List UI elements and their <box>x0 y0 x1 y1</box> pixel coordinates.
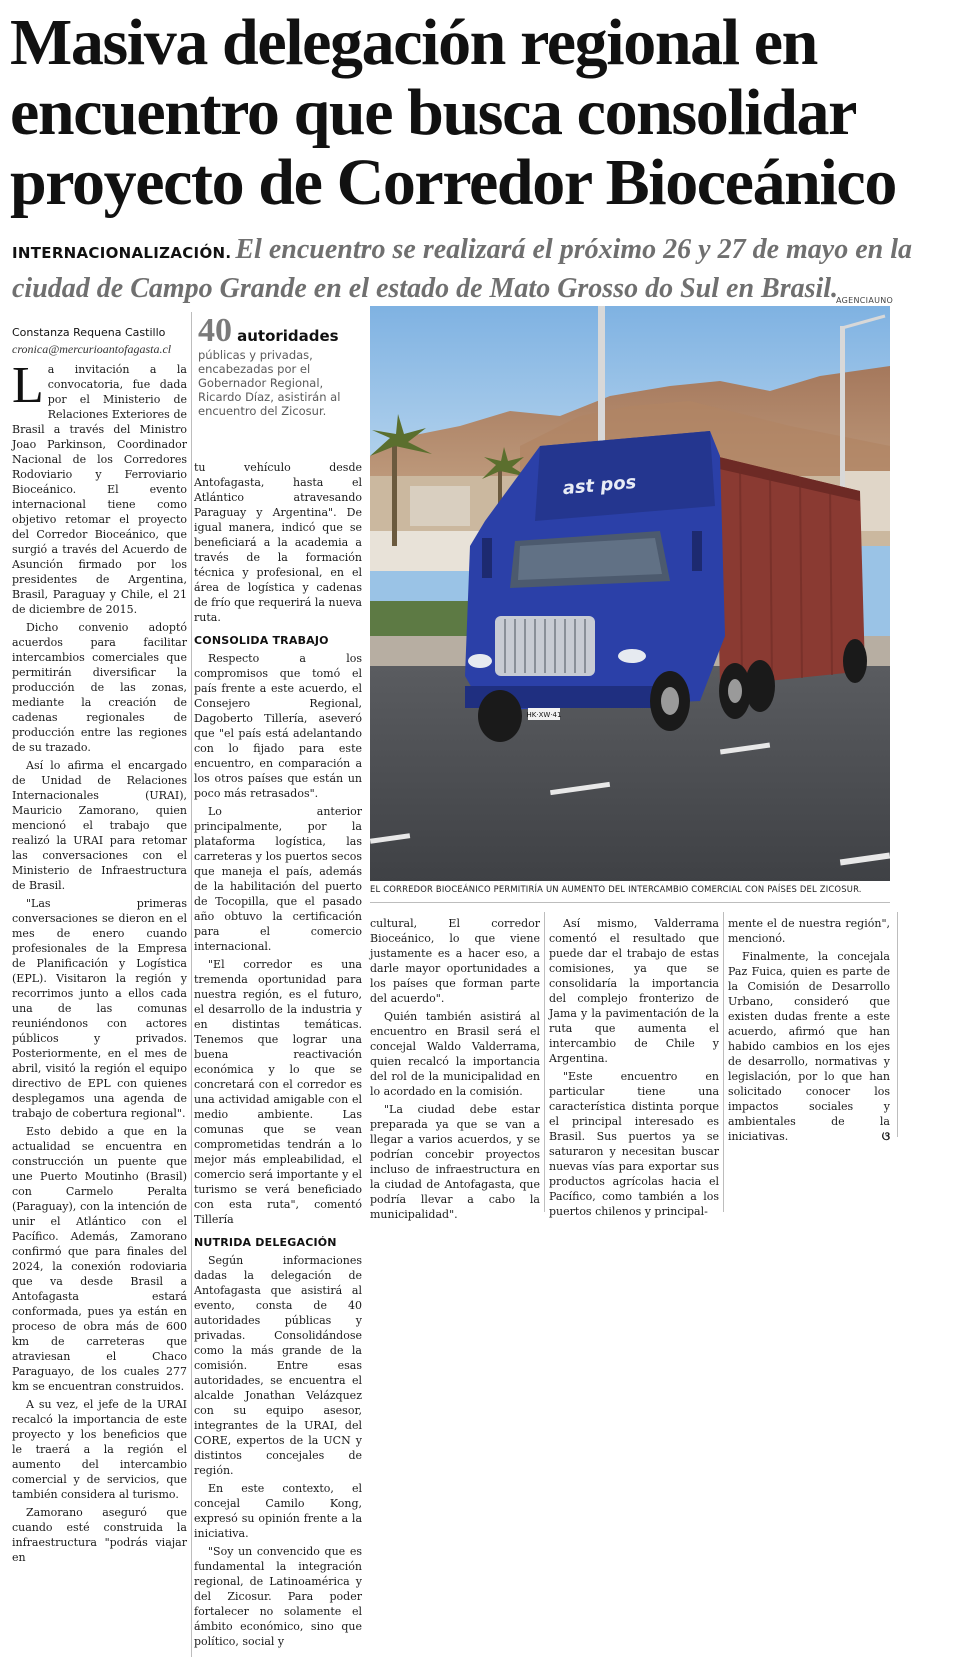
paragraph: "Las primeras conversaciones se dieron en el mes de enero cuando profesionales de la Empresa de Planificación y Logística (EPL). Visitaron la región y recorrimos junto a ellos cada una de las comunas reuniéndonos con actores públicos y privados. Posteriormente, en el mes de abril, visitó la región el equipo directivo de EPL con quienes desplegamos una agenda de trabajo de cobertura regional". <box>12 897 187 1120</box>
author-name: Constanza Requena Castillo <box>12 326 166 339</box>
kicker: INTERNACIONALIZACIÓN. <box>12 244 232 262</box>
paragraph: Zamorano aseguró que cuando esté construida la infraestructura "podrás viajar en <box>12 1506 187 1564</box>
highlight-text: públicas y privadas, encabezadas por el Gobernador Regional, Ricardo Díaz, asistirán al encuentro del Zicosur. <box>198 348 341 418</box>
paragraph: A su vez, el jefe de la URAI recalcó la importancia de este proyecto y los beneficios que le traerá a la región el aumento del intercambio comercial y de servicios, que también considera al turismo. <box>12 1398 187 1501</box>
trailer <box>715 456 865 686</box>
deck <box>12 232 937 307</box>
column-2 <box>194 460 362 1652</box>
paragraph: Quién también asistirá al encuentro en Brasil será el concejal Waldo Valderrama, quien recalcó la importancia del rol de la municipalidad en lo acordado en la comisión. <box>370 1010 540 1098</box>
paragraph: Según informaciones dadas la delegación de Antofagasta que asistirá al evento, consta de 40 autoridades públicas y privadas. Consolidándose como la más grande de la comisión. Entre esas autoridades, se encuentra el alcalde Jonathan Velázquez con su equipo asesor, integrantes de la URAI, del CORE, expertos de la UCN y distintos concejales de región. <box>194 1254 362 1477</box>
truck-logo: ast pos <box>561 471 638 500</box>
column-3 <box>370 916 540 1225</box>
paragraph: "Este encuentro en particular tiene una característica distinta porque el principal interesado es Brasil. Sus puertos ya se saturaron y necesitan buscar nuevas vías para exportar sus productos agrícolas hacia el Pacífico, como también a los puertos chilenos y principal- <box>549 1070 719 1218</box>
paragraph: Finalmente, la concejala Paz Fuica, quien es parte de la Comisión de Desarrollo Urbano, consideró que existen dudas frente a este acuerdo, afirmó que han habido cambios en los ejes de desarrollo, normativas y legislación, por lo que han solicitado conocer los impactos sociales y ambientales de la iniciativas. ଓ <box>728 950 890 1143</box>
column-1 <box>12 357 187 1568</box>
headlight <box>618 649 646 663</box>
drop-cap: L <box>12 357 44 414</box>
column-4 <box>549 916 719 1222</box>
plate-text: HK·XW·41 <box>526 711 562 719</box>
column-divider <box>544 912 545 1212</box>
caption-divider <box>370 902 890 903</box>
author-email[interactable]: cronica@mercurioantofagasta.cl <box>12 342 172 356</box>
highlight-box <box>198 312 366 418</box>
paragraph: "La ciudad debe estar preparada ya que se van a llegar a varios acuerdos, y se podrían concebir proyectos incluso de infraestructura en la ciudad de Antofagasta, que podría llevar a cabo la municipalidad". <box>370 1103 540 1221</box>
subhead-consolida-trabajo: CONSOLIDA TRABAJO <box>194 634 329 647</box>
end-mark-icon: ଓ <box>881 1129 890 1143</box>
subhead-nutrida-delegacion: NUTRIDA DELEGACIÓN <box>194 1236 337 1249</box>
mirror <box>482 538 492 578</box>
paragraph: cultural, El corredor Bioceánico, lo que viene justamente es a hacer eso, a darle mayor oportunidades a los países que forman parte del acuerdo". <box>370 917 540 1005</box>
column-divider <box>897 912 898 1137</box>
headline: Masiva delegación regional en encuentro que busca consolidar proyecto de Corredor Bioceánico <box>10 6 896 219</box>
paragraph: Respecto a los compromisos que tomó el país frente a este acuerdo, el Consejero Regional, Dagoberto Tillería, aseveró que "el país está adelantando con lo fijado para este encuentro, en comparación a los otros países que están un poco más retrasados". <box>194 652 362 800</box>
column-divider <box>191 312 192 1657</box>
photo-caption: EL CORREDOR BIOCEÁNICO PERMITIRÍA UN AUMENTO DEL INTERCAMBIO COMERCIAL CON PAÍSES DEL ZICOSUR. <box>370 884 862 894</box>
paragraph: Así lo afirma el encargado de Unidad de Relaciones Internacionales (URAI), Mauricio Zamorano, quien mencionó el trabajo que realizó la URAI para retomar las conversaciones con el Ministerio de Infraestructura de Brasil. <box>12 759 187 892</box>
truck-photo <box>370 306 890 881</box>
building <box>410 486 470 526</box>
paragraph: Dicho convenio adoptó acuerdos para facilitar intercambios comerciales que permitirán diversificar la producción de las zonas, mediante la creación de cadenas regionales de producción entre las regiones de su trazado. <box>12 621 187 754</box>
truck-illustration <box>370 306 890 881</box>
deck-text: El encuentro se realizará el próximo 26 y 27 de mayo en la ciudad de Campo Grande en el estado de Mato Grosso do Sul en Brasil. <box>12 234 912 304</box>
mirror <box>692 531 702 571</box>
column-divider <box>723 912 724 1212</box>
paragraph: mente el de nuestra región", mencionó. <box>728 917 890 945</box>
column-5 <box>728 916 890 1147</box>
byline <box>12 326 187 357</box>
paragraph: tu vehículo desde Antofagasta, hasta el Atlántico atravesando Paraguay y Argentina". De igual manera, indicó que se beneficiará a la academia a través de la formación técnica y profesional, en el área de logística y cadenas de frío que requerirá la nueva ruta. <box>194 461 362 624</box>
paragraph: "Soy un convencido que es fundamental la integración regional, de Latinoamérica y del Zicosur. Para poder fortalecer no solamente el ámbito económico, sino que político, social y <box>194 1545 362 1648</box>
paragraph: "El corredor es una tremenda oportunidad para nuestra región, es el futuro, el desarrollo de la industria y en distintas temáticas. Tenemos que lograr una buena reactivación económica y lo que se concretará con el corredor es una actividad amigable con el medio ambiente. Las comunas que se vean comprometidas tendrán a lo mejor más empleabilidad, el comercio será importante y el turismo se verá beneficiado con esta ruta", comentó Tillería <box>194 958 362 1226</box>
photo-credit: AGENCIAUNO <box>836 296 894 305</box>
paragraph: La invitación a la convocatoria, fue dada por el Ministerio de Relaciones Exteriores de Brasil a través del Ministro Joao Parkinson, Coordinador Nacional de los Corredores Rodoviario y Ferroviario Bioceánico. El evento internacional tiene como objetivo retomar el proyecto del Corredor Bioceánico, que surgió a través del Acuerdo de Asunción firmado por los presidentes de Argentina, Brasil, Paraguay y Chile, el 21 de diciembre de 2015. <box>12 357 187 616</box>
highlight-label: autoridades <box>237 327 339 345</box>
highlight-number: 40 <box>198 312 232 349</box>
paragraph: Así mismo, Valderrama comentó el resultado que puede dar el trabajo de estas comisiones, ya que se consolidaría la importancia del complejo fronterizo de Jama y la pavimentación de la ruta que aumenta el intercambio de Chile y Argentina. <box>549 917 719 1065</box>
paragraph: Lo anterior principalmente, por la plataforma logística, las carreteras y los puertos secos que maneja el país, además de la habilitación del puerto de Tocopilla, que el pasado año obtuvo la certificación para el comercio internacional. <box>194 805 362 953</box>
headlight <box>468 654 492 668</box>
paragraph: En este contexto, el concejal Camilo Kong, expresó su opinión frente a la iniciativa. <box>194 1482 362 1540</box>
paragraph: Esto debido a que en la actualidad se encuentra en construcción un puente que une Puerto Moutinho (Brasil) con Carmelo Peralta (Paraguay), con la intención de unir el Atlántico con el Pacífico. Además, Zamorano confirmó que para finales del 2024, la conexión rodoviaria que va desde Brasil a Antofagasta estará conformada, pues ya están en proceso de obra más de 600 km de carreteras que atraviesan el Chaco Paraguayo, de los cuales 277 km se encuentran construidos. <box>12 1125 187 1393</box>
